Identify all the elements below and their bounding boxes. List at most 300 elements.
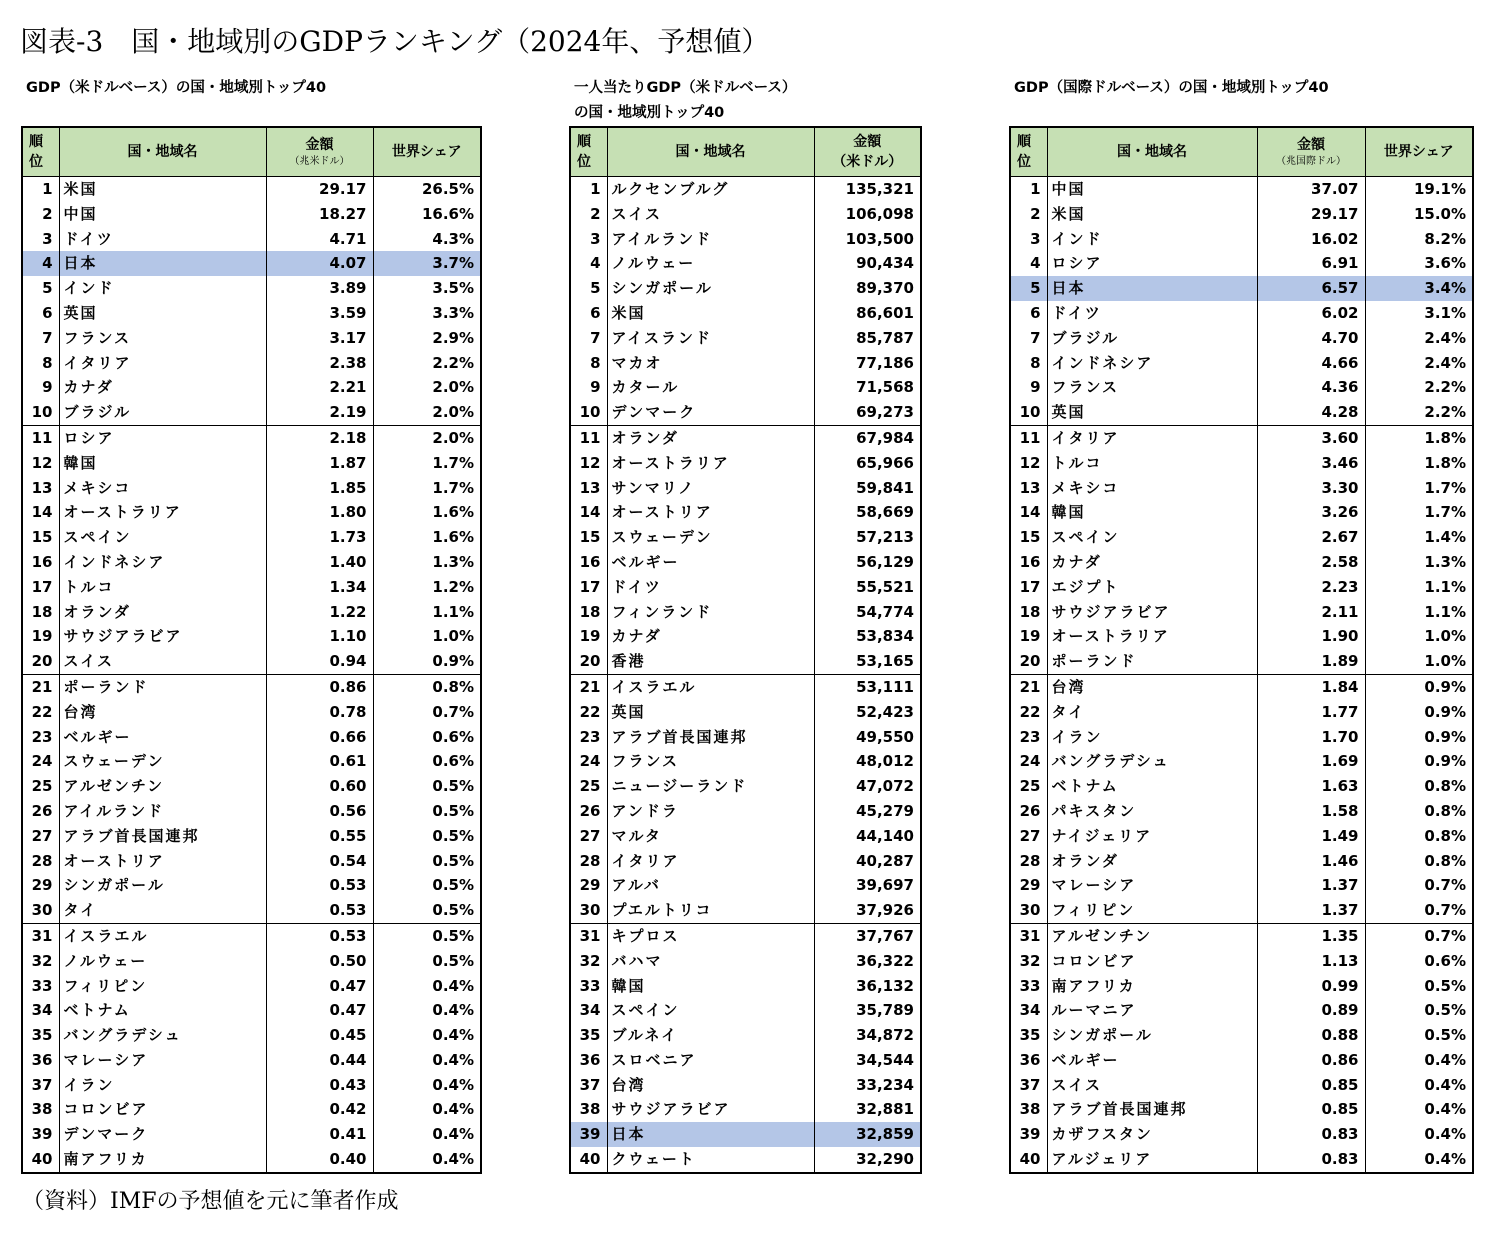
value-cell: 53,834 xyxy=(814,624,921,649)
country-cell: オーストラリア xyxy=(1047,624,1257,649)
value-cell: 1.90 xyxy=(1257,624,1365,649)
rank-cell: 34 xyxy=(1019,1001,1041,1020)
value-cell: 1.35 xyxy=(1257,923,1365,948)
table-row xyxy=(570,725,921,750)
country-cell: カナダ xyxy=(59,375,266,400)
rank-cell: 39 xyxy=(570,1122,607,1147)
rank-cell: 26 xyxy=(1019,801,1041,820)
rank-cell: 19 xyxy=(579,627,601,646)
value-cell: 0.55 xyxy=(266,824,373,849)
share-cell: 0.5% xyxy=(1365,974,1473,999)
value-cell: 2.21 xyxy=(266,375,373,400)
share-cell: 2.0% xyxy=(373,400,481,425)
value-cell: 86,601 xyxy=(814,301,921,326)
table-row xyxy=(570,227,921,252)
share-cell: 0.5% xyxy=(373,898,481,923)
table-row xyxy=(570,525,921,550)
table-row xyxy=(22,974,481,999)
value-cell: 37.07 xyxy=(1257,177,1365,202)
table-row xyxy=(22,351,481,376)
value-cell: 1.85 xyxy=(266,476,373,501)
country-cell: キプロス xyxy=(607,923,814,948)
country-cell: フランス xyxy=(607,749,814,774)
rank-cell: 3 xyxy=(1030,229,1041,248)
share-cell: 0.6% xyxy=(373,749,481,774)
value-cell: 37,767 xyxy=(814,923,921,948)
country-cell: 香港 xyxy=(607,649,814,674)
value-cell: 35,789 xyxy=(814,998,921,1023)
table-row xyxy=(570,923,921,948)
table-row xyxy=(1010,700,1473,725)
value-cell: 0.89 xyxy=(1257,998,1365,1023)
table-row xyxy=(570,476,921,501)
value-cell: 2.38 xyxy=(266,351,373,376)
value-cell: 1.87 xyxy=(266,451,373,476)
country-cell: アラブ首長国連邦 xyxy=(607,725,814,750)
rank-cell: 40 xyxy=(31,1150,53,1169)
value-cell: 48,012 xyxy=(814,749,921,774)
table-row xyxy=(1010,1097,1473,1122)
rank-cell: 28 xyxy=(31,851,53,870)
country-cell: フィリピン xyxy=(59,974,266,999)
country-cell: ポーランド xyxy=(1047,649,1257,674)
value-cell: 1.49 xyxy=(1257,824,1365,849)
share-cell: 2.2% xyxy=(373,351,481,376)
table-row xyxy=(570,949,921,974)
value-cell: 45,279 xyxy=(814,799,921,824)
value-cell: 54,774 xyxy=(814,600,921,625)
country-cell: 英国 xyxy=(1047,400,1257,425)
table-row xyxy=(570,998,921,1023)
table-row xyxy=(22,1122,481,1147)
share-cell: 2.2% xyxy=(1365,375,1473,400)
table-row xyxy=(570,326,921,351)
share-cell: 3.3% xyxy=(373,301,481,326)
country-cell: 米国 xyxy=(607,301,814,326)
share-cell: 1.6% xyxy=(373,500,481,525)
value-cell: 1.58 xyxy=(1257,799,1365,824)
value-cell: 85,787 xyxy=(814,326,921,351)
table-row xyxy=(1010,649,1473,674)
country-cell: サンマリノ xyxy=(607,476,814,501)
table-row xyxy=(1010,749,1473,774)
rank-cell: 13 xyxy=(579,478,601,497)
share-cell: 1.3% xyxy=(1365,550,1473,575)
value-cell: 34,872 xyxy=(814,1023,921,1048)
country-cell: 日本 xyxy=(1047,276,1257,301)
rank-cell: 24 xyxy=(579,752,601,771)
table-row xyxy=(22,824,481,849)
country-cell: アラブ首長国連邦 xyxy=(1047,1097,1257,1122)
value-cell: 3.26 xyxy=(1257,500,1365,525)
country-cell: ノルウェー xyxy=(607,251,814,276)
country-cell: スイス xyxy=(607,202,814,227)
country-cell: コロンビア xyxy=(59,1097,266,1122)
country-cell: 韓国 xyxy=(607,974,814,999)
table-row xyxy=(1010,1023,1473,1048)
table-row xyxy=(570,1097,921,1122)
share-cell: 0.6% xyxy=(373,725,481,750)
value-cell: 1.37 xyxy=(1257,873,1365,898)
country-cell: アイルランド xyxy=(59,799,266,824)
country-cell: タイ xyxy=(1047,700,1257,725)
rank-cell: 38 xyxy=(31,1100,53,1119)
rank-cell: 34 xyxy=(31,1001,53,1020)
table-row xyxy=(1010,824,1473,849)
country-cell: ブラジル xyxy=(1047,326,1257,351)
share-cell: 0.5% xyxy=(1365,998,1473,1023)
share-cell: 0.5% xyxy=(373,774,481,799)
country-cell: ロシア xyxy=(59,425,266,450)
country-cell: スペイン xyxy=(1047,525,1257,550)
table-row xyxy=(1010,624,1473,649)
country-cell: ルーマニア xyxy=(1047,998,1257,1023)
rank-cell: 36 xyxy=(579,1050,601,1069)
share-cell: 2.4% xyxy=(1365,351,1473,376)
share-cell: 0.8% xyxy=(1365,849,1473,874)
country-cell: オランダ xyxy=(607,425,814,450)
share-cell: 3.6% xyxy=(1365,251,1473,276)
value-cell: 0.40 xyxy=(266,1147,373,1173)
table-row xyxy=(22,400,481,425)
value-cell: 56,129 xyxy=(814,550,921,575)
rank-cell: 10 xyxy=(31,403,53,422)
rank-cell: 18 xyxy=(579,602,601,621)
table-row xyxy=(22,425,481,450)
table-row xyxy=(570,799,921,824)
value-cell: 89,370 xyxy=(814,276,921,301)
country-cell: スロベニア xyxy=(607,1048,814,1073)
country-cell: アイルランド xyxy=(607,227,814,252)
rank-cell: 2 xyxy=(42,204,53,223)
table-row xyxy=(570,600,921,625)
rank-cell: 5 xyxy=(1010,276,1047,301)
country-cell: 南アフリカ xyxy=(1047,974,1257,999)
share-cell: 2.2% xyxy=(1365,400,1473,425)
value-cell: 1.80 xyxy=(266,500,373,525)
table-row xyxy=(570,974,921,999)
country-cell: ブラジル xyxy=(59,400,266,425)
value-cell: 0.85 xyxy=(1257,1073,1365,1098)
share-cell: 1.1% xyxy=(1365,600,1473,625)
name-header: 国・地域名 xyxy=(1047,127,1257,177)
value-cell: 1.37 xyxy=(1257,898,1365,923)
table-row xyxy=(22,326,481,351)
value-cell: 0.45 xyxy=(266,1023,373,1048)
rank-cell: 22 xyxy=(1019,702,1041,721)
table-row xyxy=(1010,725,1473,750)
rank-cell: 24 xyxy=(1019,752,1041,771)
share-header: 世界シェア xyxy=(1365,127,1473,177)
value-cell: 77,186 xyxy=(814,351,921,376)
table-row xyxy=(570,375,921,400)
value-cell: 33,234 xyxy=(814,1073,921,1098)
table-row xyxy=(22,898,481,923)
share-cell: 0.7% xyxy=(1365,898,1473,923)
rank-cell: 16 xyxy=(579,552,601,571)
table-row xyxy=(570,550,921,575)
share-cell: 3.1% xyxy=(1365,301,1473,326)
country-cell: アイスランド xyxy=(607,326,814,351)
rank-cell: 13 xyxy=(1019,478,1041,497)
country-cell: インドネシア xyxy=(1047,351,1257,376)
rank-cell: 15 xyxy=(579,528,601,547)
share-cell: 1.7% xyxy=(1365,500,1473,525)
country-cell: オーストリア xyxy=(607,500,814,525)
value-cell: 1.10 xyxy=(266,624,373,649)
table-row xyxy=(1010,600,1473,625)
country-cell: 台湾 xyxy=(607,1073,814,1098)
table-row xyxy=(570,1147,921,1173)
rank-cell: 36 xyxy=(31,1050,53,1069)
rank-cell: 4 xyxy=(590,254,601,273)
value-cell: 2.58 xyxy=(1257,550,1365,575)
country-cell: マレーシア xyxy=(1047,873,1257,898)
table-row xyxy=(1010,476,1473,501)
rank-cell: 9 xyxy=(42,378,53,397)
country-cell: プエルトリコ xyxy=(607,898,814,923)
share-cell: 1.7% xyxy=(373,476,481,501)
country-cell: ナイジェリア xyxy=(1047,824,1257,849)
share-cell: 0.4% xyxy=(1365,1048,1473,1073)
rank-cell: 38 xyxy=(579,1100,601,1119)
rank-cell: 10 xyxy=(1019,403,1041,422)
rank-cell: 13 xyxy=(31,478,53,497)
value-cell: 0.53 xyxy=(266,923,373,948)
country-cell: イスラエル xyxy=(607,674,814,699)
table-row xyxy=(1010,998,1473,1023)
value-cell: 135,321 xyxy=(814,177,921,202)
value-cell: 0.42 xyxy=(266,1097,373,1122)
country-cell: マカオ xyxy=(607,351,814,376)
rank-cell: 22 xyxy=(31,702,53,721)
share-cell: 0.9% xyxy=(1365,749,1473,774)
rank-cell: 16 xyxy=(31,552,53,571)
table-row xyxy=(22,1073,481,1098)
rank-cell: 6 xyxy=(42,303,53,322)
share-cell: 1.1% xyxy=(1365,575,1473,600)
value-cell: 1.40 xyxy=(266,550,373,575)
table-row xyxy=(22,749,481,774)
table-row xyxy=(570,575,921,600)
country-cell: 台湾 xyxy=(1047,674,1257,699)
table-row xyxy=(22,451,481,476)
country-cell: フィンランド xyxy=(607,600,814,625)
value-cell: 1.69 xyxy=(1257,749,1365,774)
country-cell: 南アフリカ xyxy=(59,1147,266,1173)
country-cell: バングラデシュ xyxy=(1047,749,1257,774)
country-cell: スペイン xyxy=(59,525,266,550)
rank-cell: 27 xyxy=(579,826,601,845)
table-row xyxy=(22,251,481,276)
rank-cell: 37 xyxy=(579,1075,601,1094)
country-cell: 中国 xyxy=(59,202,266,227)
country-cell: フランス xyxy=(1047,375,1257,400)
table-row xyxy=(1010,873,1473,898)
country-cell: イタリア xyxy=(1047,425,1257,450)
rank-cell: 14 xyxy=(579,503,601,522)
rank-cell: 31 xyxy=(22,923,59,948)
share-cell: 0.5% xyxy=(373,873,481,898)
rank-cell: 12 xyxy=(31,453,53,472)
table-row xyxy=(22,949,481,974)
value-cell: 53,165 xyxy=(814,649,921,674)
table-row xyxy=(1010,227,1473,252)
country-cell: イラン xyxy=(1047,725,1257,750)
rank-cell: 9 xyxy=(1030,378,1041,397)
rank-cell: 17 xyxy=(1019,577,1041,596)
country-cell: 英国 xyxy=(59,301,266,326)
value-cell: 6.91 xyxy=(1257,251,1365,276)
value-cell: 2.19 xyxy=(266,400,373,425)
value-cell: 3.89 xyxy=(266,276,373,301)
value-cell: 4.36 xyxy=(1257,375,1365,400)
rank-cell: 30 xyxy=(579,901,601,920)
value-cell: 1.46 xyxy=(1257,849,1365,874)
share-cell: 3.4% xyxy=(1365,276,1473,301)
value-cell: 90,434 xyxy=(814,251,921,276)
rank-cell: 33 xyxy=(31,976,53,995)
value-cell: 4.71 xyxy=(266,227,373,252)
value-header: 金額 （兆米ドル） xyxy=(266,127,373,177)
table-row xyxy=(1010,1048,1473,1073)
rank-cell: 1 xyxy=(42,180,53,198)
country-cell: 日本 xyxy=(59,251,266,276)
country-cell: オーストラリア xyxy=(607,451,814,476)
rank-header: 順 位 xyxy=(570,127,607,177)
rank-cell: 25 xyxy=(579,777,601,796)
value-cell: 3.30 xyxy=(1257,476,1365,501)
value-cell: 1.89 xyxy=(1257,649,1365,674)
country-cell: コロンビア xyxy=(1047,949,1257,974)
value-cell: 52,423 xyxy=(814,700,921,725)
value-cell: 67,984 xyxy=(814,425,921,450)
table-header-row xyxy=(1010,127,1473,177)
country-cell: 韓国 xyxy=(59,451,266,476)
table-row xyxy=(1010,674,1473,699)
value-cell: 0.47 xyxy=(266,974,373,999)
rank-cell: 40 xyxy=(579,1150,601,1169)
country-cell: デンマーク xyxy=(607,400,814,425)
country-cell: インドネシア xyxy=(59,550,266,575)
value-cell: 103,500 xyxy=(814,227,921,252)
country-cell: カタール xyxy=(607,375,814,400)
table-row xyxy=(22,1147,481,1173)
country-cell: ノルウェー xyxy=(59,949,266,974)
rank-cell: 17 xyxy=(579,577,601,596)
rank-cell: 24 xyxy=(31,752,53,771)
value-cell: 57,213 xyxy=(814,525,921,550)
rank-cell: 12 xyxy=(579,453,601,472)
table-row xyxy=(1010,177,1473,202)
value-cell: 1.73 xyxy=(266,525,373,550)
rank-cell: 6 xyxy=(590,303,601,322)
table-row xyxy=(22,799,481,824)
table-row xyxy=(1010,550,1473,575)
value-cell: 3.59 xyxy=(266,301,373,326)
share-cell: 0.5% xyxy=(373,799,481,824)
country-cell: 米国 xyxy=(1047,202,1257,227)
rank-cell: 11 xyxy=(22,425,59,450)
table-row xyxy=(1010,923,1473,948)
gdp-ppp-table xyxy=(1009,126,1474,1174)
rank-cell: 32 xyxy=(1019,951,1041,970)
country-cell: ベトナム xyxy=(1047,774,1257,799)
country-cell: 韓国 xyxy=(1047,500,1257,525)
rank-cell: 5 xyxy=(42,279,53,298)
rank-cell: 1 xyxy=(1030,180,1041,198)
rank-cell: 40 xyxy=(1019,1150,1041,1169)
share-cell: 0.4% xyxy=(373,1023,481,1048)
rank-cell: 27 xyxy=(1019,826,1041,845)
table-row xyxy=(1010,1147,1473,1173)
value-cell: 0.60 xyxy=(266,774,373,799)
rank-cell: 3 xyxy=(42,229,53,248)
rank-cell: 3 xyxy=(590,229,601,248)
table-row xyxy=(1010,301,1473,326)
share-cell: 1.0% xyxy=(1365,624,1473,649)
country-cell: イラン xyxy=(59,1073,266,1098)
rank-cell: 15 xyxy=(31,528,53,547)
share-cell: 0.7% xyxy=(1365,873,1473,898)
rank-cell: 15 xyxy=(1019,528,1041,547)
rank-cell: 16 xyxy=(1019,552,1041,571)
table-row xyxy=(570,1023,921,1048)
value-cell: 4.70 xyxy=(1257,326,1365,351)
table-row xyxy=(570,251,921,276)
table-row xyxy=(22,177,481,202)
table-row xyxy=(1010,849,1473,874)
table-row xyxy=(1010,949,1473,974)
table-header-row xyxy=(22,127,481,177)
table-row xyxy=(22,525,481,550)
table-row xyxy=(570,1048,921,1073)
country-cell: アルゼンチン xyxy=(1047,923,1257,948)
share-cell: 0.9% xyxy=(373,649,481,674)
table-row xyxy=(1010,799,1473,824)
value-cell: 0.78 xyxy=(266,700,373,725)
share-cell: 0.4% xyxy=(1365,1097,1473,1122)
rank-cell: 26 xyxy=(31,801,53,820)
country-cell: イタリア xyxy=(607,849,814,874)
country-cell: カナダ xyxy=(1047,550,1257,575)
value-cell: 69,273 xyxy=(814,400,921,425)
country-cell: インド xyxy=(1047,227,1257,252)
rank-cell: 12 xyxy=(1019,453,1041,472)
rank-cell: 23 xyxy=(579,727,601,746)
table-row xyxy=(1010,1122,1473,1147)
table-row xyxy=(570,202,921,227)
country-cell: マレーシア xyxy=(59,1048,266,1073)
country-cell: オーストラリア xyxy=(59,500,266,525)
rank-cell: 2 xyxy=(1030,204,1041,223)
table-row xyxy=(570,649,921,674)
value-cell: 58,669 xyxy=(814,500,921,525)
rank-cell: 6 xyxy=(1030,303,1041,322)
value-cell: 1.34 xyxy=(266,575,373,600)
country-cell: 日本 xyxy=(607,1122,814,1147)
table-row xyxy=(1010,974,1473,999)
value-cell: 32,290 xyxy=(814,1147,921,1173)
country-cell: インド xyxy=(59,276,266,301)
value-cell: 1.63 xyxy=(1257,774,1365,799)
value-cell: 65,966 xyxy=(814,451,921,476)
table-row xyxy=(1010,326,1473,351)
country-cell: 台湾 xyxy=(59,700,266,725)
rank-cell: 18 xyxy=(1019,602,1041,621)
share-cell: 0.5% xyxy=(373,824,481,849)
country-cell: ドイツ xyxy=(59,227,266,252)
